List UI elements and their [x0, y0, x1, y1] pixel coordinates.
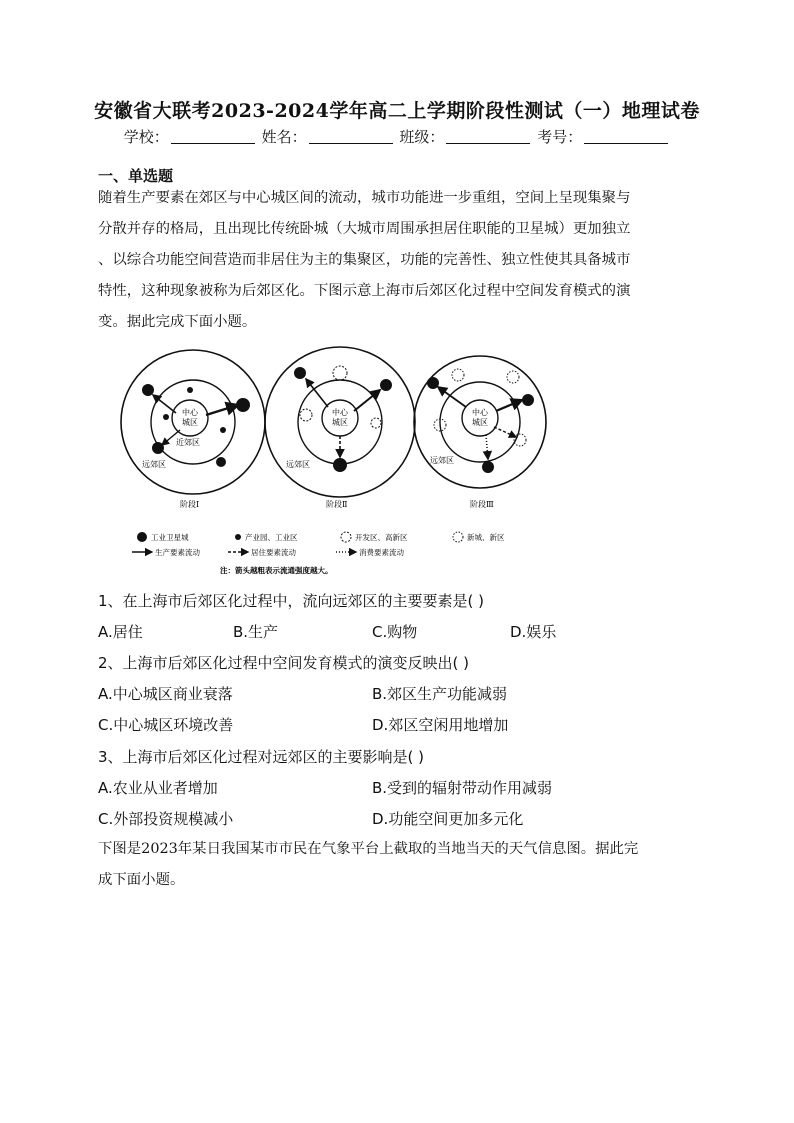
legend-development-zone: 开发区、高新区 — [355, 533, 408, 542]
stage-2-diagram — [265, 347, 415, 497]
class-blank — [446, 129, 530, 144]
far-suburb-label: 远郊区 — [142, 460, 166, 469]
q1-option-d[interactable]: D.娱乐 — [510, 623, 557, 641]
legend-residence-flow: 居住要素流动 — [251, 548, 296, 557]
q1-option-b[interactable]: B.生产 — [233, 623, 279, 641]
center-label-2: 城区 — [182, 418, 198, 427]
school-label: 学校： — [123, 128, 169, 146]
stage-3-diagram — [414, 356, 546, 488]
passage-line: 特性，这种现象被称为后郊区化。下图示意上海市后郊区化过程中空间发育模式的演 — [98, 283, 631, 299]
industrial-satellite-marker — [216, 457, 226, 467]
passage-line: 、以综合功能空间营造而非居住为主的集聚区，功能的完善性、独立性使其具备城市 — [98, 252, 631, 268]
development-zone-marker — [333, 366, 347, 380]
question-2-stem: 2、上海市后郊区化过程中空间发育模式的演变反映出( ) — [98, 654, 470, 672]
center-label-2: 城区 — [472, 418, 488, 427]
passage-line: 分散并存的格局，且出现比传统卧城（大城市周围承担居住职能的卫星城）更加独立 — [98, 221, 631, 237]
legend-industrial-park: 产业园、工业区 — [245, 533, 298, 542]
passage-2 — [98, 834, 698, 896]
development-zone-marker — [300, 409, 312, 421]
passage-line: 随着生产要素在郊区与中心城区间的流动，城市功能进一步重组，空间上呈现集聚与 — [98, 190, 631, 206]
passage-1 — [98, 183, 698, 338]
question-3-stem: 3、上海市后郊区化过程对远郊区的主要影响是( ) — [98, 748, 425, 766]
center-label-2: 城区 — [332, 418, 348, 427]
school-blank — [171, 129, 255, 144]
legend-industrial-satellite: 工业卫星城 — [151, 533, 189, 542]
stage-3-label: 阶段Ⅲ — [470, 500, 494, 509]
industrial-satellite-marker — [142, 384, 154, 396]
number-label: 考号： — [537, 128, 583, 146]
legend-consumption-flow: 消费要素流动 — [359, 548, 404, 557]
near-suburb-label: 近郊区 — [176, 438, 200, 447]
industrial-satellite-marker — [522, 394, 534, 406]
stage-2-label: 阶段Ⅱ — [326, 500, 348, 509]
name-label: 姓名： — [261, 128, 307, 146]
center-label-1: 中心 — [332, 408, 348, 417]
development-zone-marker — [371, 418, 381, 428]
industrial-satellite-marker — [380, 379, 392, 391]
q2-option-d[interactable]: D.郊区空闲用地增加 — [372, 716, 509, 734]
suburbanization-diagram — [118, 345, 558, 580]
student-info-line — [0, 126, 794, 147]
q1-option-a[interactable]: A.居住 — [98, 623, 143, 641]
far-suburb-label: 远郊区 — [286, 460, 310, 469]
q2-option-b[interactable]: B.郊区生产功能减弱 — [372, 685, 508, 703]
industrial-park-marker — [163, 414, 169, 420]
q2-option-a[interactable]: A.中心城区商业衰落 — [98, 685, 233, 703]
stage-1-label: 阶段Ⅰ — [180, 500, 200, 509]
passage-line: 成下面小题。 — [98, 872, 185, 888]
section-heading: 一、单选题 — [98, 167, 174, 185]
page-title: 安徽省大联考2023-2024学年高二上学期阶段性测试（一）地理试卷 — [94, 100, 700, 122]
passage-line: 变。据此完成下面小题。 — [98, 314, 257, 330]
legend-note: 注：箭头越粗表示流通强度越大。 — [220, 566, 333, 575]
industrial-satellite-marker — [333, 458, 347, 472]
new-town-marker — [452, 369, 464, 381]
stage-1-diagram — [121, 350, 265, 494]
center-label-1: 中心 — [472, 408, 488, 417]
q2-option-c[interactable]: C.中心城区环境改善 — [98, 716, 234, 734]
legend-new-town: 新城、新区 — [467, 533, 505, 542]
class-label: 班级： — [399, 128, 445, 146]
q3-option-a[interactable]: A.农业从业者增加 — [98, 779, 218, 797]
number-blank — [584, 129, 668, 144]
passage-line: 下图是2023年某日我国某市市民在气象平台上截取的当地当天的天气信息图。据此完 — [98, 841, 639, 857]
q3-option-d[interactable]: D.功能空间更加多元化 — [372, 810, 524, 828]
name-blank — [309, 129, 393, 144]
industrial-satellite-marker — [482, 461, 494, 473]
new-town-marker — [507, 371, 519, 383]
industrial-satellite-marker — [427, 377, 439, 389]
industrial-satellite-marker — [294, 367, 306, 379]
industrial-satellite-marker — [236, 398, 250, 412]
q1-option-c[interactable]: C.购物 — [372, 623, 418, 641]
legend-production-flow: 生产要素流动 — [155, 548, 200, 557]
q3-option-c[interactable]: C.外部投资规模减小 — [98, 810, 234, 828]
industrial-park-marker — [220, 427, 226, 433]
industrial-park-marker — [187, 387, 193, 393]
question-1-stem: 1、在上海市后郊区化过程中，流向远郊区的主要要素是( ) — [98, 592, 485, 610]
q3-option-b[interactable]: B.受到的辐射带动作用减弱 — [372, 779, 553, 797]
far-suburb-label: 远郊区 — [430, 456, 454, 465]
industrial-satellite-marker — [152, 442, 164, 454]
figure-legend — [132, 532, 505, 575]
center-label-1: 中心 — [182, 408, 198, 417]
